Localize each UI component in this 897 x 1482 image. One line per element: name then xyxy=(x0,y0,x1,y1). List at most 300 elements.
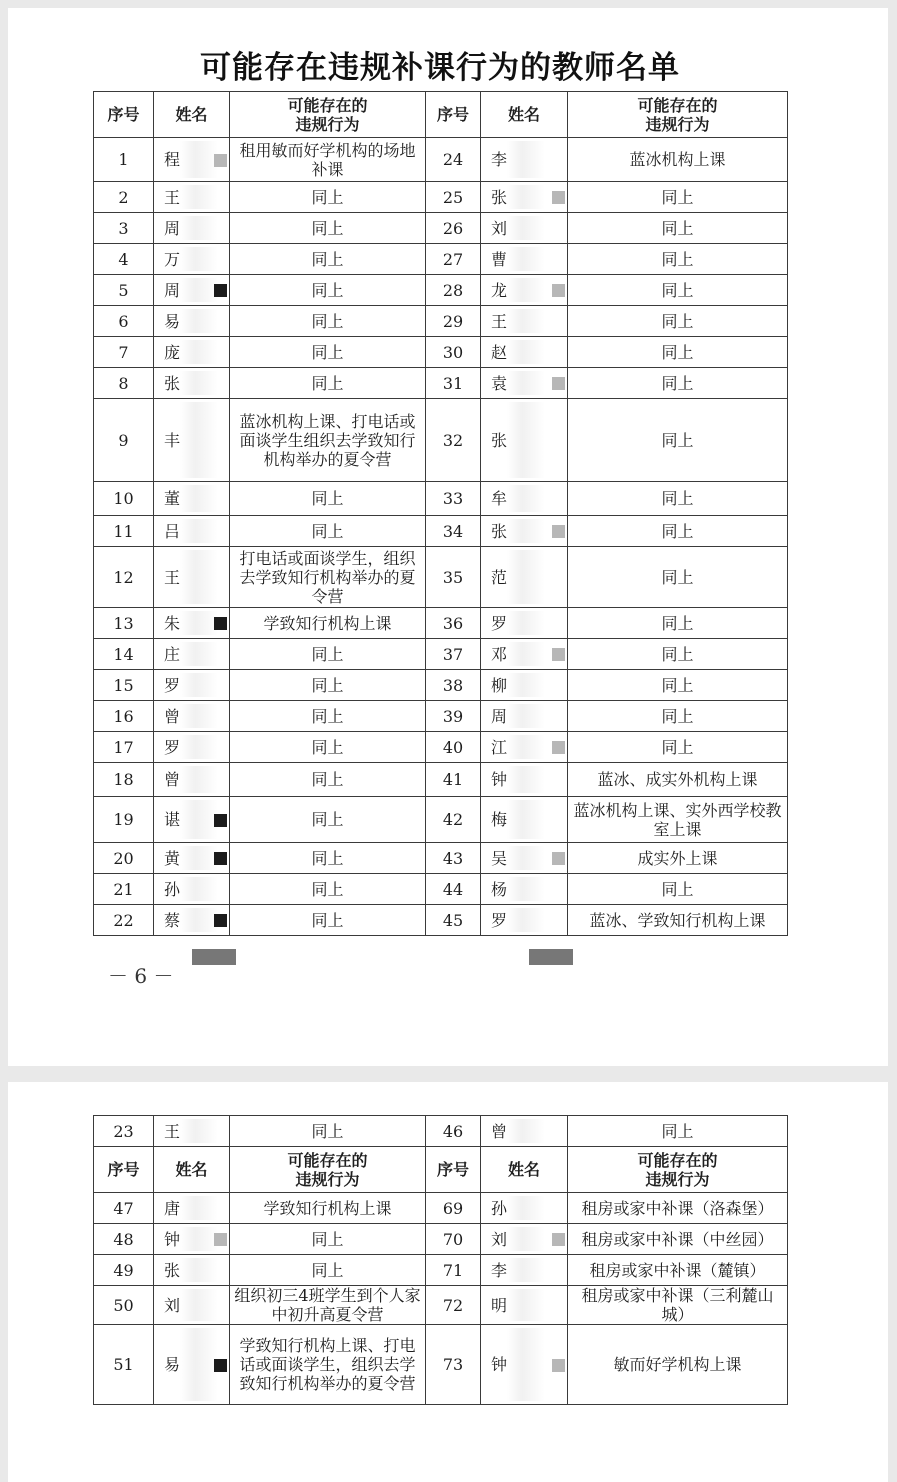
redaction-blur xyxy=(180,1258,218,1282)
header-name: 姓名 xyxy=(154,1147,230,1193)
row-seq: 13 xyxy=(94,608,154,639)
table-row xyxy=(94,732,788,763)
redaction-block xyxy=(552,648,565,661)
teacher-surname: 明 xyxy=(491,1295,508,1315)
teacher-surname: 罗 xyxy=(491,613,508,633)
violation-behavior: 同上 xyxy=(568,639,788,670)
teacher-surname: 钟 xyxy=(491,1355,508,1374)
violation-behavior: 学致知行机构上课 xyxy=(230,608,426,639)
row-seq: 14 xyxy=(94,639,154,670)
row-seq: 19 xyxy=(94,797,154,843)
redaction-block xyxy=(214,154,227,167)
teacher-surname: 梅 xyxy=(491,810,508,829)
table-row xyxy=(94,306,788,337)
table-row xyxy=(94,138,788,182)
teacher-surname: 牟 xyxy=(491,489,508,508)
teacher-surname: 唐 xyxy=(164,1198,181,1218)
redaction-blur xyxy=(507,611,545,635)
violation-behavior: 同上 xyxy=(230,797,426,843)
teacher-surname: 赵 xyxy=(491,342,508,362)
table-row xyxy=(94,670,788,701)
table-row xyxy=(94,399,788,482)
redaction-blur xyxy=(507,309,545,333)
row-seq: 7 xyxy=(94,337,154,368)
redaction-blur xyxy=(507,247,545,271)
teacher-surname: 曾 xyxy=(164,706,181,726)
row-seq: 35 xyxy=(426,547,481,608)
teacher-surname: 刘 xyxy=(491,218,508,238)
teacher-surname: 王 xyxy=(491,311,508,331)
redaction-blur xyxy=(180,908,218,932)
violation-behavior: 同上 xyxy=(568,1116,788,1147)
row-seq: 45 xyxy=(426,905,481,936)
redaction-blur xyxy=(507,1227,545,1251)
table-header-row xyxy=(94,92,788,138)
redaction-blur xyxy=(180,402,218,478)
teacher-name xyxy=(154,732,230,763)
redaction-blur xyxy=(180,766,218,793)
redaction-block xyxy=(214,914,227,927)
table-row xyxy=(94,182,788,213)
redaction-blur xyxy=(180,1119,218,1143)
row-seq: 18 xyxy=(94,763,154,797)
teacher-name xyxy=(154,306,230,337)
teacher-name xyxy=(154,399,230,482)
row-seq: 11 xyxy=(94,516,154,547)
row-seq: 20 xyxy=(94,843,154,874)
violation-behavior: 蓝冰机构上课、实外西学校教室上课 xyxy=(568,797,788,843)
violation-behavior: 同上 xyxy=(230,670,426,701)
header-seq: 序号 xyxy=(426,92,481,138)
teacher-surname: 张 xyxy=(491,187,508,207)
violation-behavior: 蓝冰机构上课 xyxy=(568,138,788,182)
redaction-blur xyxy=(180,800,218,839)
redaction-blur xyxy=(180,278,218,302)
teacher-surname: 曹 xyxy=(491,249,508,269)
teacher-surname: 江 xyxy=(491,737,508,757)
redaction-blur xyxy=(180,216,218,240)
redaction-blur xyxy=(507,1258,545,1282)
teacher-name xyxy=(481,1116,568,1147)
table-row xyxy=(94,843,788,874)
row-seq: 41 xyxy=(426,763,481,797)
violation-behavior: 同上 xyxy=(230,337,426,368)
violation-behavior: 同上 xyxy=(230,763,426,797)
header-name: 姓名 xyxy=(154,92,230,138)
table-row xyxy=(94,763,788,797)
violation-behavior: 同上 xyxy=(568,516,788,547)
teacher-surname: 王 xyxy=(164,567,181,587)
teacher-surname: 易 xyxy=(164,1355,181,1374)
teacher-surname: 李 xyxy=(491,150,508,169)
teacher-name xyxy=(481,244,568,275)
redaction-block xyxy=(552,191,565,204)
redaction-block xyxy=(552,1233,565,1246)
violation-behavior: 同上 xyxy=(230,701,426,732)
row-seq: 23 xyxy=(94,1116,154,1147)
redaction-blur xyxy=(180,371,218,395)
teacher-name xyxy=(481,213,568,244)
table-row xyxy=(94,368,788,399)
teacher-surname: 万 xyxy=(164,249,181,269)
row-seq: 40 xyxy=(426,732,481,763)
violation-behavior: 同上 xyxy=(230,905,426,936)
redaction-block xyxy=(214,1233,227,1246)
violation-behavior: 敏而好学机构上课 xyxy=(568,1325,788,1405)
violation-behavior: 同上 xyxy=(230,306,426,337)
redaction-blur xyxy=(180,846,218,870)
teacher-name xyxy=(154,182,230,213)
page-number: － 6 － xyxy=(108,964,174,988)
row-seq: 28 xyxy=(426,275,481,306)
teacher-name xyxy=(154,874,230,905)
header-behavior: 可能存在的 违规行为 xyxy=(230,92,426,138)
table-row xyxy=(94,213,788,244)
teacher-surname: 钟 xyxy=(491,770,508,789)
redaction-blur xyxy=(180,550,218,604)
table-row xyxy=(94,1255,788,1286)
header-seq: 序号 xyxy=(94,1147,154,1193)
redaction-blur xyxy=(180,340,218,364)
violation-behavior: 蓝冰机构上课、打电话或面谈学生组织去学致知行机构举办的夏令营 xyxy=(230,399,426,482)
row-seq: 4 xyxy=(94,244,154,275)
teacher-name xyxy=(154,1193,230,1224)
redaction-blur xyxy=(507,550,545,604)
teacher-name xyxy=(154,213,230,244)
teacher-name xyxy=(154,843,230,874)
teacher-name xyxy=(154,639,230,670)
redaction-blur xyxy=(507,1196,545,1220)
teacher-name xyxy=(154,1116,230,1147)
redaction-blur xyxy=(507,642,545,666)
violation-behavior: 租房或家中补课（麓镇） xyxy=(568,1255,788,1286)
redaction-blur xyxy=(180,1289,218,1321)
header-seq: 序号 xyxy=(426,1147,481,1193)
teacher-surname: 张 xyxy=(491,521,508,541)
redaction-blur xyxy=(180,642,218,666)
table-row xyxy=(94,275,788,306)
teacher-name xyxy=(481,1325,568,1405)
teacher-surname: 朱 xyxy=(164,613,181,633)
teacher-name xyxy=(154,138,230,182)
teacher-name xyxy=(481,608,568,639)
teacher-surname: 袁 xyxy=(491,373,508,393)
table-row xyxy=(94,1116,788,1147)
violation-behavior: 蓝冰、学致知行机构上课 xyxy=(568,905,788,936)
teacher-surname: 王 xyxy=(164,1121,181,1141)
row-seq: 26 xyxy=(426,213,481,244)
redaction-blur xyxy=(507,216,545,240)
violation-behavior: 同上 xyxy=(568,306,788,337)
row-seq: 37 xyxy=(426,639,481,670)
violation-behavior: 同上 xyxy=(230,843,426,874)
violation-behavior: 同上 xyxy=(568,732,788,763)
teacher-name xyxy=(481,874,568,905)
row-seq: 10 xyxy=(94,482,154,516)
violation-behavior: 同上 xyxy=(230,275,426,306)
redaction-blur xyxy=(507,877,545,901)
violation-behavior: 同上 xyxy=(230,874,426,905)
violation-behavior: 同上 xyxy=(568,337,788,368)
table-row xyxy=(94,1286,788,1325)
teacher-surname: 张 xyxy=(164,373,181,393)
violation-behavior: 同上 xyxy=(568,213,788,244)
redaction-blur xyxy=(507,908,545,932)
row-seq: 30 xyxy=(426,337,481,368)
redaction-block xyxy=(214,814,227,827)
redaction-block xyxy=(552,1359,565,1372)
redaction-bar xyxy=(192,949,236,965)
teacher-name xyxy=(154,482,230,516)
teacher-name xyxy=(481,701,568,732)
teacher-surname: 龙 xyxy=(491,280,508,300)
teacher-surname: 蔡 xyxy=(164,910,181,930)
teacher-surname: 罗 xyxy=(491,910,508,930)
teacher-surname: 易 xyxy=(164,311,181,331)
teacher-name xyxy=(154,1255,230,1286)
teacher-name xyxy=(481,1286,568,1325)
teacher-surname: 曾 xyxy=(164,770,181,789)
redaction-blur xyxy=(507,141,545,178)
violation-behavior: 租房或家中补课（三利麓山城） xyxy=(568,1286,788,1325)
row-seq: 27 xyxy=(426,244,481,275)
violation-behavior: 同上 xyxy=(568,874,788,905)
violation-behavior: 同上 xyxy=(230,1224,426,1255)
redaction-blur xyxy=(507,800,545,839)
table-header-row xyxy=(94,1147,788,1193)
header-behavior: 可能存在的 违规行为 xyxy=(568,92,788,138)
table-row xyxy=(94,482,788,516)
row-seq: 22 xyxy=(94,905,154,936)
violation-behavior: 租用敏而好学机构的场地补课 xyxy=(230,138,426,182)
redaction-blur xyxy=(180,141,218,178)
teacher-surname: 丰 xyxy=(164,430,181,450)
violation-behavior: 成实外上课 xyxy=(568,843,788,874)
teacher-name xyxy=(481,482,568,516)
redaction-blur xyxy=(507,519,545,543)
teacher-surname: 曾 xyxy=(491,1121,508,1141)
teacher-name xyxy=(481,732,568,763)
row-seq: 8 xyxy=(94,368,154,399)
row-seq: 9 xyxy=(94,399,154,482)
teacher-name xyxy=(154,547,230,608)
violation-behavior: 同上 xyxy=(568,182,788,213)
teacher-name xyxy=(481,1255,568,1286)
table-row xyxy=(94,244,788,275)
teacher-name xyxy=(481,639,568,670)
table-row xyxy=(94,905,788,936)
teacher-surname: 邓 xyxy=(491,644,508,664)
violation-behavior: 同上 xyxy=(230,516,426,547)
teacher-name xyxy=(481,182,568,213)
row-seq: 15 xyxy=(94,670,154,701)
row-seq: 16 xyxy=(94,701,154,732)
violation-behavior: 同上 xyxy=(230,368,426,399)
teacher-surname: 庄 xyxy=(164,644,181,664)
violation-behavior: 同上 xyxy=(568,670,788,701)
teacher-surname: 刘 xyxy=(491,1229,508,1249)
redaction-block xyxy=(552,741,565,754)
teacher-surname: 周 xyxy=(491,706,508,726)
row-seq: 50 xyxy=(94,1286,154,1325)
row-seq: 47 xyxy=(94,1193,154,1224)
redaction-blur xyxy=(507,704,545,728)
violation-behavior: 同上 xyxy=(568,368,788,399)
row-seq: 33 xyxy=(426,482,481,516)
violation-behavior: 同上 xyxy=(568,482,788,516)
teacher-list-table-page-1 xyxy=(93,91,788,936)
row-seq: 31 xyxy=(426,368,481,399)
row-seq: 71 xyxy=(426,1255,481,1286)
row-seq: 21 xyxy=(94,874,154,905)
teacher-name xyxy=(154,1286,230,1325)
redaction-block xyxy=(214,284,227,297)
redaction-blur xyxy=(507,673,545,697)
teacher-name xyxy=(154,1224,230,1255)
teacher-name xyxy=(154,905,230,936)
teacher-name xyxy=(481,547,568,608)
redaction-blur xyxy=(180,185,218,209)
teacher-name xyxy=(154,608,230,639)
teacher-surname: 庞 xyxy=(164,342,181,362)
table-row xyxy=(94,1193,788,1224)
redaction-blur xyxy=(180,877,218,901)
redaction-blur xyxy=(180,247,218,271)
teacher-name xyxy=(481,1224,568,1255)
row-seq: 29 xyxy=(426,306,481,337)
table-row xyxy=(94,1224,788,1255)
row-seq: 32 xyxy=(426,399,481,482)
teacher-name xyxy=(154,244,230,275)
teacher-surname: 孙 xyxy=(491,1198,508,1218)
violation-behavior: 同上 xyxy=(568,608,788,639)
redaction-blur xyxy=(180,1227,218,1251)
row-seq: 49 xyxy=(94,1255,154,1286)
redaction-bar xyxy=(529,949,573,965)
teacher-surname: 吕 xyxy=(164,521,181,541)
redaction-blur xyxy=(507,485,545,512)
redaction-blur xyxy=(507,766,545,793)
violation-behavior: 同上 xyxy=(568,701,788,732)
redaction-block xyxy=(552,852,565,865)
teacher-surname: 张 xyxy=(491,430,508,450)
violation-behavior: 租房或家中补课（中丝园） xyxy=(568,1224,788,1255)
teacher-surname: 刘 xyxy=(164,1295,181,1315)
redaction-blur xyxy=(507,846,545,870)
row-seq: 17 xyxy=(94,732,154,763)
violation-behavior: 组织初三4班学生到个人家中初升高夏令营 xyxy=(230,1286,426,1325)
table-row xyxy=(94,874,788,905)
teacher-list-table-page-2 xyxy=(93,1115,788,1405)
row-seq: 43 xyxy=(426,843,481,874)
redaction-blur xyxy=(507,1119,545,1143)
redaction-blur xyxy=(507,185,545,209)
redaction-blur xyxy=(180,485,218,512)
teacher-surname: 李 xyxy=(491,1260,508,1280)
teacher-name xyxy=(481,670,568,701)
teacher-name xyxy=(481,905,568,936)
teacher-name xyxy=(154,797,230,843)
teacher-name xyxy=(154,701,230,732)
row-seq: 38 xyxy=(426,670,481,701)
redaction-blur xyxy=(180,519,218,543)
teacher-name xyxy=(154,516,230,547)
redaction-block xyxy=(214,852,227,865)
teacher-name xyxy=(154,275,230,306)
violation-behavior: 打电话或面谈学生，组织去学致知行机构举办的夏令营 xyxy=(230,547,426,608)
violation-behavior: 同上 xyxy=(230,182,426,213)
teacher-surname: 杨 xyxy=(491,879,508,899)
redaction-blur xyxy=(180,1196,218,1220)
teacher-surname: 钟 xyxy=(164,1229,181,1249)
violation-behavior: 同上 xyxy=(568,244,788,275)
row-seq: 34 xyxy=(426,516,481,547)
violation-behavior: 同上 xyxy=(568,275,788,306)
row-seq: 42 xyxy=(426,797,481,843)
row-seq: 46 xyxy=(426,1116,481,1147)
teacher-name xyxy=(154,763,230,797)
redaction-blur xyxy=(507,278,545,302)
redaction-block xyxy=(214,617,227,630)
teacher-surname: 王 xyxy=(164,187,181,207)
teacher-surname: 柳 xyxy=(491,675,508,695)
redaction-blur xyxy=(507,402,545,478)
teacher-name xyxy=(481,306,568,337)
row-seq: 6 xyxy=(94,306,154,337)
teacher-name xyxy=(481,337,568,368)
violation-behavior: 蓝冰、成实外机构上课 xyxy=(568,763,788,797)
teacher-name xyxy=(481,763,568,797)
row-seq: 12 xyxy=(94,547,154,608)
teacher-name xyxy=(481,1193,568,1224)
table-row xyxy=(94,797,788,843)
redaction-blur xyxy=(507,735,545,759)
redaction-blur xyxy=(180,1328,218,1401)
table-row xyxy=(94,1325,788,1405)
row-seq: 36 xyxy=(426,608,481,639)
redaction-blur xyxy=(507,340,545,364)
header-seq: 序号 xyxy=(94,92,154,138)
row-seq: 1 xyxy=(94,138,154,182)
teacher-name xyxy=(481,368,568,399)
redaction-blur xyxy=(507,1289,545,1321)
redaction-block xyxy=(214,1359,227,1372)
violation-behavior: 同上 xyxy=(230,1116,426,1147)
teacher-surname: 周 xyxy=(164,280,181,300)
row-seq: 51 xyxy=(94,1325,154,1405)
row-seq: 25 xyxy=(426,182,481,213)
table-row xyxy=(94,608,788,639)
teacher-surname: 罗 xyxy=(164,737,181,757)
redaction-block xyxy=(552,284,565,297)
header-behavior: 可能存在的 违规行为 xyxy=(230,1147,426,1193)
violation-behavior: 同上 xyxy=(230,639,426,670)
teacher-name xyxy=(154,1325,230,1405)
table-row xyxy=(94,701,788,732)
violation-behavior: 同上 xyxy=(230,213,426,244)
violation-behavior: 学致知行机构上课、打电话或面谈学生，组织去学致知行机构举办的夏令营 xyxy=(230,1325,426,1405)
row-seq: 5 xyxy=(94,275,154,306)
violation-behavior: 租房或家中补课（洛森堡） xyxy=(568,1193,788,1224)
redaction-blur xyxy=(180,704,218,728)
violation-behavior: 同上 xyxy=(568,399,788,482)
teacher-name xyxy=(481,797,568,843)
teacher-surname: 黄 xyxy=(164,848,181,868)
violation-behavior: 同上 xyxy=(230,732,426,763)
teacher-surname: 周 xyxy=(164,218,181,238)
redaction-blur xyxy=(180,611,218,635)
row-seq: 69 xyxy=(426,1193,481,1224)
